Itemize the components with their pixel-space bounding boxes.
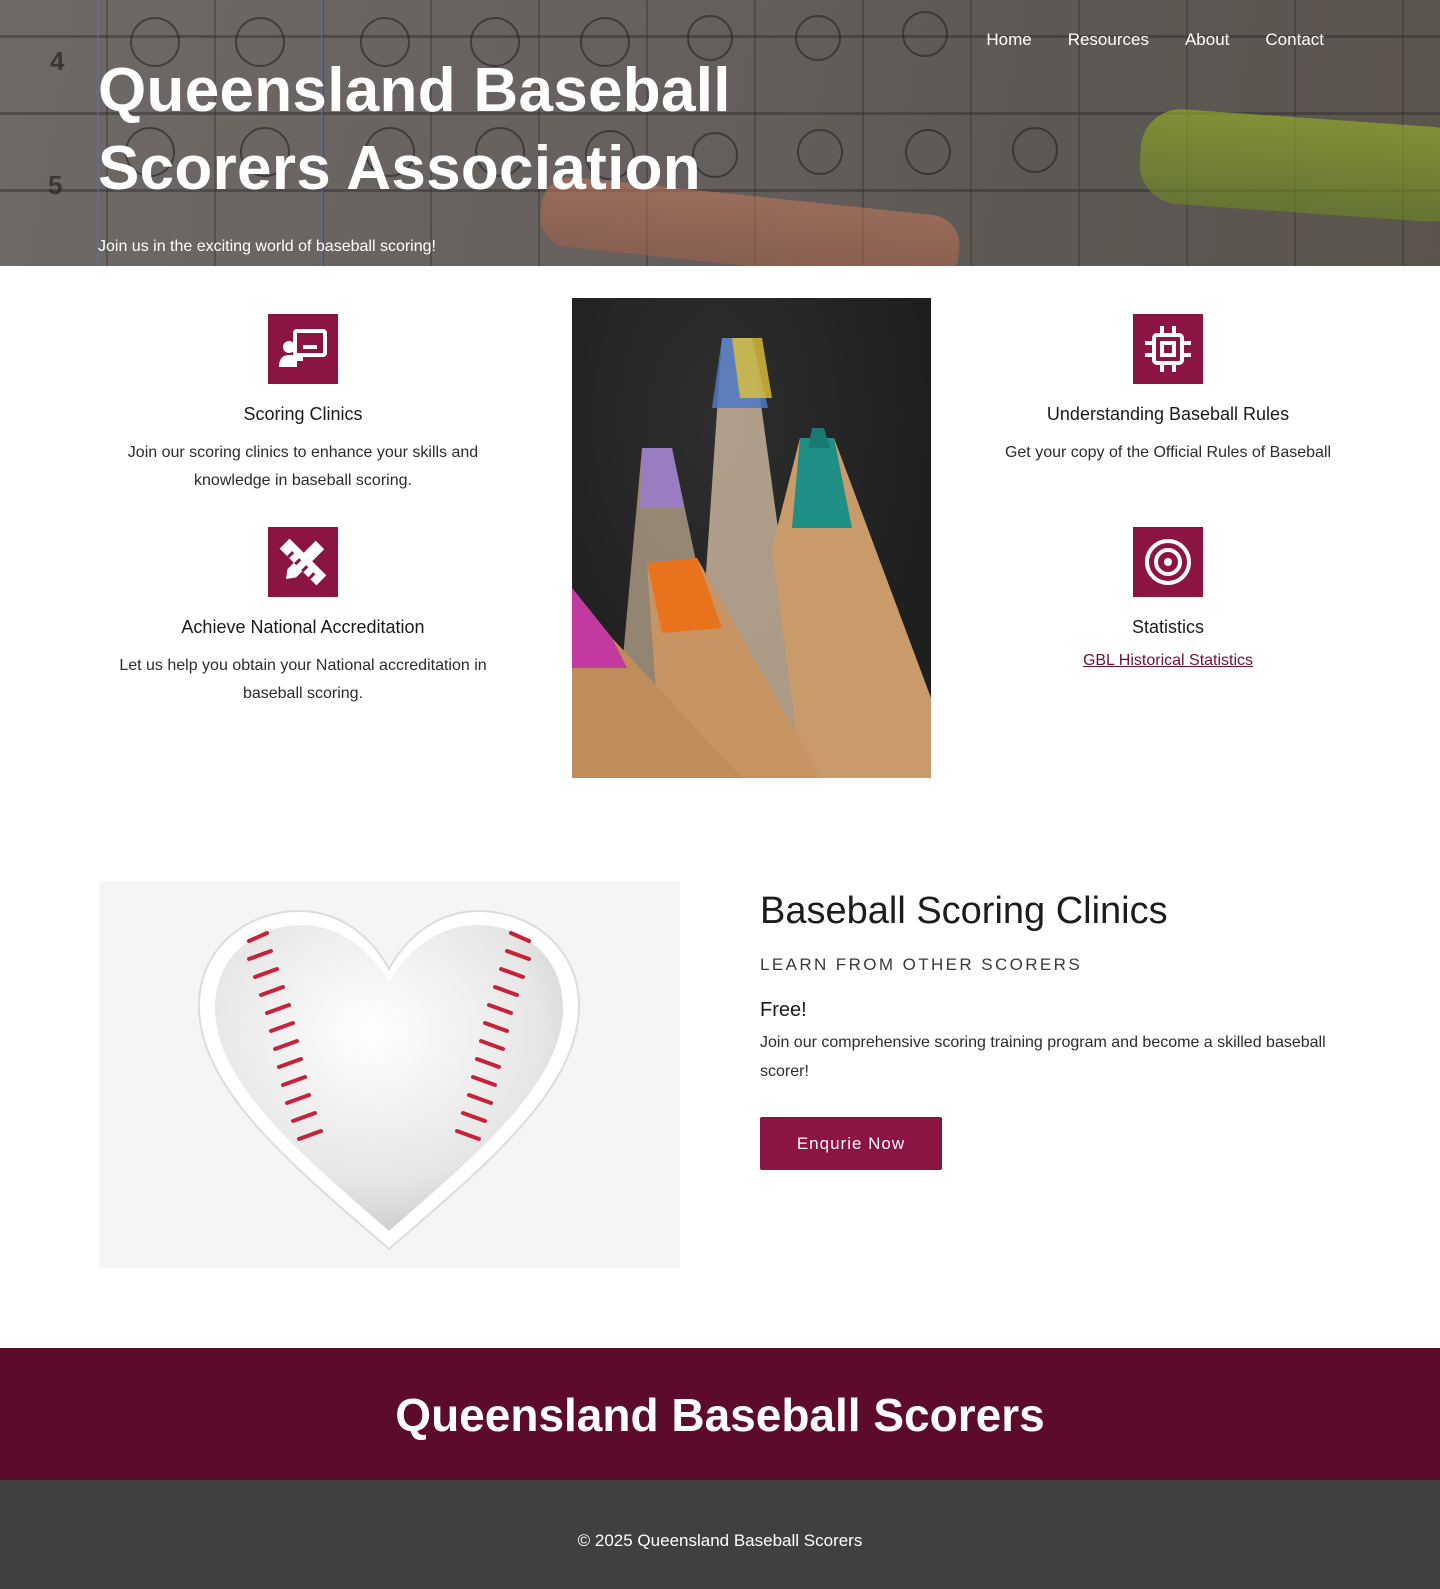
hero-subtitle: Join us in the exciting world of baseball scoring! bbox=[98, 238, 436, 255]
baseball-heart-image bbox=[99, 881, 680, 1268]
copyright-text: © 2025 Queensland Baseball Scorers bbox=[577, 1531, 863, 1550]
clinics-price: Free! bbox=[760, 999, 807, 1021]
feature-accreditation bbox=[98, 527, 508, 708]
footer-title: Queensland Baseball Scorers bbox=[395, 1389, 1045, 1441]
feature-scoring-clinics bbox=[98, 314, 508, 495]
feature-text: Let us help you obtain your National accreditation in baseball scoring. bbox=[119, 657, 487, 702]
cpu-chip-icon bbox=[1133, 314, 1203, 384]
feature-title: Understanding Baseball Rules bbox=[1046, 404, 1290, 424]
nav-contact[interactable]: Contact bbox=[1265, 30, 1324, 49]
clinics-title: Baseball Scoring Clinics bbox=[760, 890, 1168, 932]
pencil-ruler-icon bbox=[268, 527, 338, 597]
colored-pencils-image bbox=[572, 298, 931, 778]
feature-title: Scoring Clinics bbox=[243, 404, 363, 424]
clinics-subtitle: LEARN FROM OTHER SCORERS bbox=[760, 955, 1083, 974]
feature-statistics bbox=[963, 527, 1373, 670]
enquire-now-button[interactable]: Enqurie Now bbox=[760, 1117, 942, 1170]
main-nav bbox=[986, 30, 1324, 50]
page-title-line1: Queensland Baseball bbox=[98, 56, 731, 125]
feature-text: Get your copy of the Official Rules of Baseball bbox=[1004, 444, 1332, 461]
feature-title: Achieve National Accreditation bbox=[181, 617, 425, 637]
nav-home[interactable]: Home bbox=[986, 30, 1032, 49]
feature-rules bbox=[963, 314, 1373, 467]
clinics-description: Join our comprehensive scoring training program and become a skilled baseball scorer! bbox=[760, 1034, 1326, 1080]
hero-banner bbox=[0, 0, 1440, 266]
presentation-icon bbox=[268, 314, 338, 384]
nav-about[interactable]: About bbox=[1184, 30, 1230, 49]
page-title bbox=[98, 52, 798, 208]
feature-text: Join our scoring clinics to enhance your skills and knowledge in baseball scoring. bbox=[127, 444, 479, 489]
scoresheet-row-number: 4 bbox=[50, 46, 65, 76]
page-title-line2: Scorers Association bbox=[98, 134, 701, 203]
nav-resources[interactable]: Resources bbox=[1067, 30, 1149, 49]
scoresheet-row-number: 5 bbox=[48, 170, 63, 200]
feature-title: Statistics bbox=[1131, 617, 1205, 637]
gbl-statistics-link[interactable]: GBL Historical Statistics bbox=[1082, 652, 1254, 669]
target-icon bbox=[1133, 527, 1203, 597]
